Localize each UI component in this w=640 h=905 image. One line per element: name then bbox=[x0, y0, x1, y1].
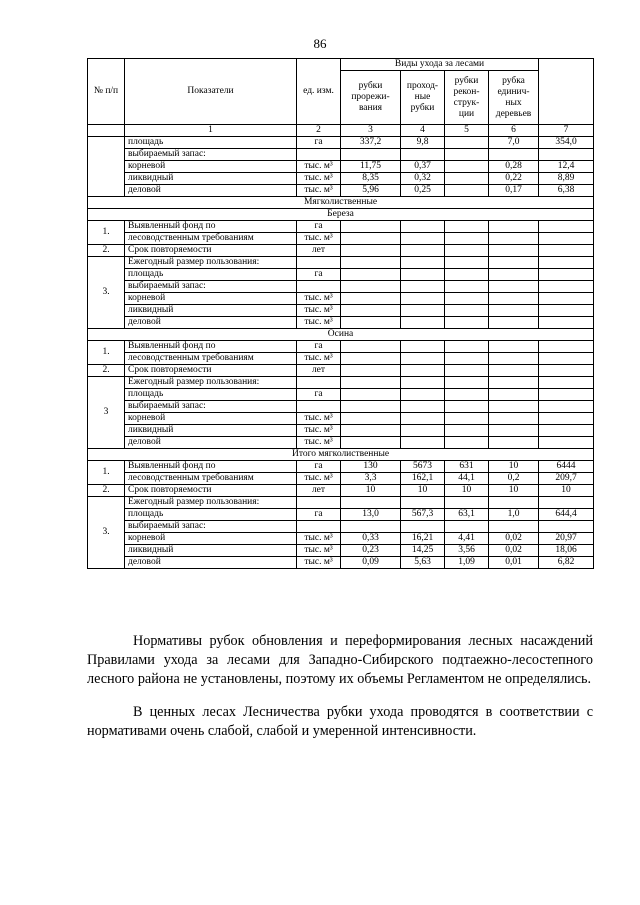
table-row bbox=[88, 221, 594, 233]
column-number: 1 bbox=[125, 125, 297, 137]
row-unit: лет bbox=[297, 245, 341, 257]
cell-total: 10 bbox=[539, 485, 594, 497]
row-number: 2. bbox=[88, 245, 125, 257]
table-row bbox=[88, 473, 594, 485]
table-row bbox=[88, 293, 594, 305]
table-row bbox=[88, 557, 594, 569]
cell-value: 10 bbox=[401, 485, 445, 497]
row-unit: га bbox=[297, 461, 341, 473]
cell-value bbox=[445, 185, 489, 197]
cell-value: 44,1 bbox=[445, 473, 489, 485]
cell-value: 0,33 bbox=[341, 533, 401, 545]
cell-total: 6,82 bbox=[539, 557, 594, 569]
row-label: Срок повторяемости bbox=[125, 485, 297, 497]
table-row bbox=[88, 521, 594, 533]
row-label: ликвидный bbox=[125, 173, 297, 185]
row-unit: тыс. м³ bbox=[297, 473, 341, 485]
table-row bbox=[88, 137, 594, 149]
cell-total: 644,4 bbox=[539, 509, 594, 521]
cell-total: 20,97 bbox=[539, 533, 594, 545]
table-row bbox=[88, 377, 594, 389]
row-label: Ежегодный размер пользования: bbox=[125, 497, 297, 509]
row-label: деловой bbox=[125, 437, 297, 449]
header-col-reconstruction: рубки рекон-струк-ции bbox=[445, 71, 489, 125]
cell-value: 0,22 bbox=[489, 173, 539, 185]
header-col-passage: проход-ные рубки bbox=[401, 71, 445, 125]
paragraph-norms: Нормативы рубок обновления и переформирования лесных насаждений Правилами ухода за лесами для Западно-Сибирского подтаежно-лесостепного лесного района не установлены, поэтому их объемы Регламентом не определялись. bbox=[87, 633, 593, 687]
cell-value: 0,17 bbox=[489, 185, 539, 197]
row-number: 2. bbox=[88, 485, 125, 497]
row-unit: тыс. м³ bbox=[297, 173, 341, 185]
row-unit: лет bbox=[297, 365, 341, 377]
table-row bbox=[88, 257, 594, 269]
table-row bbox=[88, 245, 594, 257]
row-unit: тыс. м³ bbox=[297, 437, 341, 449]
table-row bbox=[88, 485, 594, 497]
row-number: 3 bbox=[88, 377, 125, 449]
cell-value: 8,35 bbox=[341, 173, 401, 185]
cell-value: 0,37 bbox=[401, 161, 445, 173]
cell-value: 3,3 bbox=[341, 473, 401, 485]
section-aspen: Осина bbox=[88, 329, 594, 341]
row-label: корневой bbox=[125, 161, 297, 173]
cell-value: 337,2 bbox=[341, 137, 401, 149]
header-num: № п/п bbox=[88, 59, 125, 125]
cell-value: 5,96 bbox=[341, 185, 401, 197]
cell-value: 0,32 bbox=[401, 173, 445, 185]
cell-value: 5,63 bbox=[401, 557, 445, 569]
table-row bbox=[88, 161, 594, 173]
cell-value: 1,0 bbox=[489, 509, 539, 521]
cell-value: 631 bbox=[445, 461, 489, 473]
row-label: площадь bbox=[125, 389, 297, 401]
table-row bbox=[88, 533, 594, 545]
cell-value: 14,25 bbox=[401, 545, 445, 557]
cell-value: 13,0 bbox=[341, 509, 401, 521]
table-row bbox=[88, 149, 594, 161]
row-label: корневой bbox=[125, 413, 297, 425]
cell-value bbox=[341, 149, 401, 161]
cell-value: 4,41 bbox=[445, 533, 489, 545]
row-unit bbox=[297, 149, 341, 161]
header-unit: ед. изм. bbox=[297, 59, 341, 125]
table-row bbox=[88, 401, 594, 413]
forest-care-table bbox=[87, 58, 594, 569]
table-row bbox=[88, 461, 594, 473]
row-label: Выявленный фонд по bbox=[125, 341, 297, 353]
header-types-title: Виды ухода за лесами bbox=[341, 59, 539, 71]
row-label: площадь bbox=[125, 509, 297, 521]
column-number bbox=[88, 125, 125, 137]
cell-total bbox=[539, 149, 594, 161]
row-label: выбираемый запас: bbox=[125, 401, 297, 413]
table-row bbox=[88, 305, 594, 317]
cell-value bbox=[445, 137, 489, 149]
row-unit: га bbox=[297, 137, 341, 149]
row-number: 2. bbox=[88, 365, 125, 377]
row-label: Ежегодный размер пользования: bbox=[125, 377, 297, 389]
cell-total: 18,06 bbox=[539, 545, 594, 557]
row-label: деловой bbox=[125, 185, 297, 197]
table-row bbox=[88, 353, 594, 365]
paragraph-valuable-forests: В ценных лесах Лесничества рубки ухода проводятся в соответствии с нормативами очень слабой, слабой и умеренной интенсивности. bbox=[87, 704, 593, 739]
header-total bbox=[539, 59, 594, 125]
row-label: Выявленный фонд по bbox=[125, 221, 297, 233]
cell-value bbox=[445, 149, 489, 161]
cell-value: 0,09 bbox=[341, 557, 401, 569]
row-unit: тыс. м³ bbox=[297, 233, 341, 245]
table-row bbox=[88, 173, 594, 185]
cell-total: 209,7 bbox=[539, 473, 594, 485]
row-unit: га bbox=[297, 389, 341, 401]
column-number: 3 bbox=[341, 125, 401, 137]
row-label: площадь bbox=[125, 137, 297, 149]
row-unit: га bbox=[297, 341, 341, 353]
cell-value: 0,01 bbox=[489, 557, 539, 569]
cell-value: 0,28 bbox=[489, 161, 539, 173]
cell-value: 567,3 bbox=[401, 509, 445, 521]
cell-value: 9,8 bbox=[401, 137, 445, 149]
cell-value: 7,0 bbox=[489, 137, 539, 149]
row-label: Выявленный фонд по bbox=[125, 461, 297, 473]
section-birch: Береза bbox=[88, 209, 594, 221]
cell-total: 6444 bbox=[539, 461, 594, 473]
row-number: 1. bbox=[88, 461, 125, 485]
table-row bbox=[88, 341, 594, 353]
row-label: корневой bbox=[125, 293, 297, 305]
column-number: 6 bbox=[489, 125, 539, 137]
row-label: деловой bbox=[125, 317, 297, 329]
cell-value: 10 bbox=[341, 485, 401, 497]
cell-value bbox=[401, 149, 445, 161]
cell-value: 162,1 bbox=[401, 473, 445, 485]
row-unit: тыс. м³ bbox=[297, 353, 341, 365]
column-number: 7 bbox=[539, 125, 594, 137]
cell-value: 10 bbox=[445, 485, 489, 497]
table-row bbox=[88, 425, 594, 437]
row-label: Ежегодный размер пользования: bbox=[125, 257, 297, 269]
cell-value: 0,2 bbox=[489, 473, 539, 485]
row-unit: лет bbox=[297, 485, 341, 497]
cell-value bbox=[445, 173, 489, 185]
cell-value: 1,09 bbox=[445, 557, 489, 569]
cell-value bbox=[489, 149, 539, 161]
page-number: 86 bbox=[313, 36, 327, 51]
row-unit: тыс. м³ bbox=[297, 533, 341, 545]
cell-value: 10 bbox=[489, 461, 539, 473]
table-row bbox=[88, 545, 594, 557]
row-number: 1. bbox=[88, 221, 125, 245]
cell-total: 12,4 bbox=[539, 161, 594, 173]
cell-value: 0,23 bbox=[341, 545, 401, 557]
row-label: лесоводственным требованиям bbox=[125, 473, 297, 485]
section-row bbox=[88, 197, 594, 209]
table-row bbox=[88, 281, 594, 293]
cell-value: 5673 bbox=[401, 461, 445, 473]
cell-total: 6,38 bbox=[539, 185, 594, 197]
column-number: 5 bbox=[445, 125, 489, 137]
row-label: ликвидный bbox=[125, 425, 297, 437]
row-unit: тыс. м³ bbox=[297, 557, 341, 569]
table-row bbox=[88, 233, 594, 245]
row-unit: тыс. м³ bbox=[297, 161, 341, 173]
cell-value: 0,02 bbox=[489, 533, 539, 545]
header-col-single: рубка единич-ных деревьев bbox=[489, 71, 539, 125]
row-label: лесоводственным требованиям bbox=[125, 233, 297, 245]
table-row bbox=[88, 497, 594, 509]
table-row bbox=[88, 365, 594, 377]
section-row bbox=[88, 449, 594, 461]
row-unit: тыс. м³ bbox=[297, 545, 341, 557]
cell-value: 10 bbox=[489, 485, 539, 497]
table-row bbox=[88, 269, 594, 281]
section-row bbox=[88, 329, 594, 341]
cell-value: 3,56 bbox=[445, 545, 489, 557]
cell-value: 11,75 bbox=[341, 161, 401, 173]
row-unit: тыс. м³ bbox=[297, 293, 341, 305]
row-label: выбираемый запас: bbox=[125, 281, 297, 293]
section-soft: Мягколиственные bbox=[88, 197, 594, 209]
header-row-1 bbox=[88, 59, 594, 71]
row-unit: тыс. м³ bbox=[297, 185, 341, 197]
row-unit: га bbox=[297, 221, 341, 233]
cell-total: 354,0 bbox=[539, 137, 594, 149]
row-number: 3. bbox=[88, 497, 125, 569]
table-row bbox=[88, 437, 594, 449]
cell-value: 130 bbox=[341, 461, 401, 473]
row-label: ликвидный bbox=[125, 305, 297, 317]
table-row bbox=[88, 185, 594, 197]
section-total-soft: Итого мягколиственные bbox=[88, 449, 594, 461]
cell-total: 8,89 bbox=[539, 173, 594, 185]
row-number: 3. bbox=[88, 257, 125, 329]
row-label: площадь bbox=[125, 269, 297, 281]
cell-value: 16,21 bbox=[401, 533, 445, 545]
header-col-thinning: рубки прорежи-вания bbox=[341, 71, 401, 125]
row-unit: га bbox=[297, 269, 341, 281]
row-unit: тыс. м³ bbox=[297, 317, 341, 329]
table-row bbox=[88, 413, 594, 425]
row-label: Срок повторяемости bbox=[125, 245, 297, 257]
table-row bbox=[88, 317, 594, 329]
row-label: корневой bbox=[125, 533, 297, 545]
table-row bbox=[88, 509, 594, 521]
cell-value: 0,02 bbox=[489, 545, 539, 557]
section-row bbox=[88, 209, 594, 221]
row-unit: тыс. м³ bbox=[297, 425, 341, 437]
row-number bbox=[88, 137, 125, 197]
column-numbers-row bbox=[88, 125, 594, 137]
table-row bbox=[88, 389, 594, 401]
row-unit: га bbox=[297, 509, 341, 521]
row-unit: тыс. м³ bbox=[297, 413, 341, 425]
cell-value: 0,25 bbox=[401, 185, 445, 197]
column-number: 2 bbox=[297, 125, 341, 137]
column-number: 4 bbox=[401, 125, 445, 137]
row-number: 1. bbox=[88, 341, 125, 365]
cell-value bbox=[445, 161, 489, 173]
row-label: лесоводственным требованиям bbox=[125, 353, 297, 365]
row-label: деловой bbox=[125, 557, 297, 569]
row-label: ликвидный bbox=[125, 545, 297, 557]
row-label: выбираемый запас: bbox=[125, 149, 297, 161]
row-label: Срок повторяемости bbox=[125, 365, 297, 377]
header-indicator: Показатели bbox=[125, 59, 297, 125]
cell-value: 63,1 bbox=[445, 509, 489, 521]
row-label: выбираемый запас: bbox=[125, 521, 297, 533]
row-unit: тыс. м³ bbox=[297, 305, 341, 317]
